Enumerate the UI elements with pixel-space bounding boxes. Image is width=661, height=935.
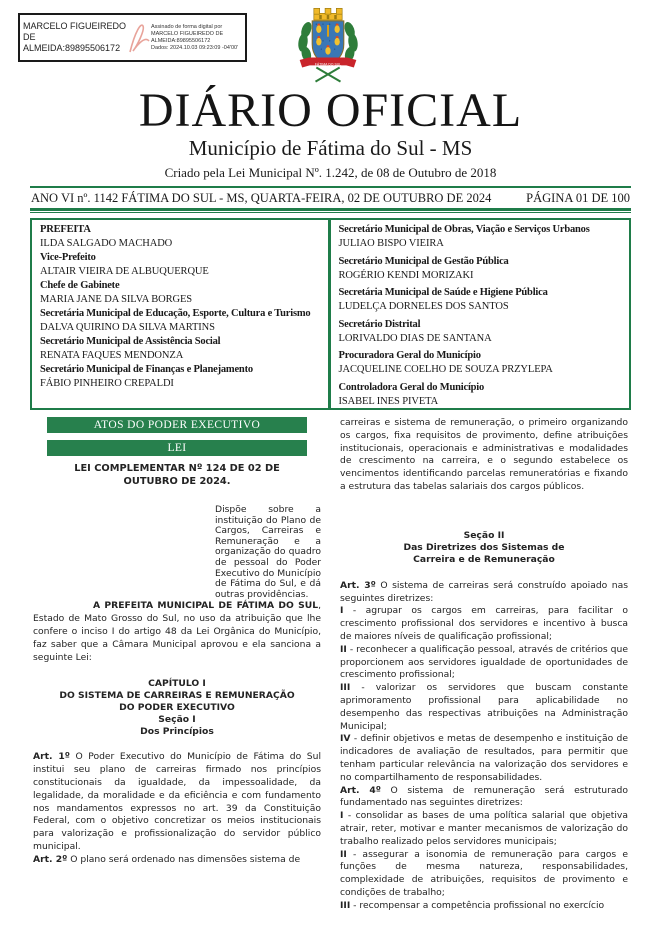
signature-details (151, 24, 242, 52)
header-divider (30, 208, 631, 213)
official-entry (40, 223, 322, 251)
section-2-heading (382, 530, 586, 566)
official-title: Secretário Municipal de Assistência Social (40, 336, 221, 347)
chapter-line4: Dos Princípios (140, 726, 214, 738)
law-preamble (33, 600, 321, 664)
official-title: Vice-Prefeito (40, 252, 96, 263)
official-title: Procuradora Geral do Município (338, 350, 481, 361)
law-title: LEI COMPLEMENTAR Nº 124 DE 02 DE OUTUBRO DE 2024. (74, 463, 280, 487)
official-name: ROGÉRIO KENDI MORIZAKI (338, 269, 474, 281)
article-1-text: O Poder Executivo do Município de Fátima do Sul institui seu plano de carreiras firmado nos princípios constitucionais da igualdade, da impessoalidade, da legalidade, da moralidade e da eficiência e com fundamento nos mandamentos expressos no art. 39 da Constituição Federal, com o objetivo concretizar os meios institucionais para valorização e profissionalização do servidor público municipal. (33, 751, 321, 852)
official-entry (40, 363, 322, 391)
official-entry (339, 286, 624, 314)
article-3-item-1 (340, 605, 628, 643)
item-label: II (340, 848, 347, 860)
gazette-subtitle: Município de Fátima do Sul - MS (188, 136, 473, 160)
section-bar-atos: ATOS DO PODER EXECUTIVO (47, 417, 307, 433)
article-4-text: O sistema de remuneração será estruturado fundamentado nas seguintes diretrizes: (340, 784, 628, 809)
article-4-item-1 (340, 810, 628, 848)
official-entry (40, 335, 322, 363)
chapter-heading (51, 678, 303, 738)
digital-signature-box (18, 13, 247, 62)
official-name: ISABEL INES PIVETA (338, 395, 439, 407)
article-1-label: Art. 1º (33, 751, 70, 763)
official-name: LORIVALDO DIAS DE SANTANA (338, 332, 492, 344)
article-2-text: O plano será ordenado nas dimensões sistema de (67, 853, 301, 865)
law-ementa: Dispõe sobre a instituição do Plano de Cargos, Carreiras e Remuneração e a organização do quadro de pessoal do Poder Executivo do Município de Fátima do Sul, e dá outras providências. (215, 504, 321, 600)
content-columns (33, 417, 628, 913)
crest-ribbon-text: FÁTIMA DO SUL (314, 62, 342, 67)
page-info: PÁGINA 01 DE 100 (526, 191, 630, 205)
signature-details-line3: ALMEIDA:89895506172 (151, 37, 211, 44)
official-entry (40, 279, 322, 307)
official-title: Secretário Distrital (338, 318, 421, 330)
chapter-line2: DO SISTEMA DE CARREIRAS E REMUNERAÇÃO DO PODER EXECUTIVO (59, 690, 295, 714)
official-name: FÁBIO PINHEIRO CREPALDI (40, 378, 174, 389)
official-name: LUDELÇA DORNELES DOS SANTOS (338, 301, 509, 312)
item-text: - agrupar os cargos em carreiras, para facilitar o crescimento profissional dos servidores e incentivo à busca de maiores níveis de qualificação profissional; (340, 605, 628, 642)
article-3-text: O sistema de carreiras será construído apoiado nas seguintes diretrizes: (340, 579, 629, 604)
article-2-label: Art. 2º (33, 853, 68, 865)
article-3 (340, 580, 628, 606)
item-label: III (340, 682, 351, 694)
officials-box (30, 218, 631, 410)
item-text: - consolidar as bases de uma política salarial que objetiva atrair, reter, motivar e manter mecanismos de valorização do trabalho realizado pelos servidores municipais; (340, 810, 628, 847)
edition-info: ANO VI nº. 1142 FÁTIMA DO SUL - MS, QUARTA-FEIRA, 02 DE OUTUBRO DE 2024 (31, 191, 492, 205)
gazette-creation-law: Criado pela Lei Municipal Nº. 1.242, de 08 de Outubro de 2018 (164, 165, 497, 180)
chapter-line1: CAPÍTULO I (148, 678, 206, 690)
official-entry (339, 255, 624, 283)
official-entry (339, 318, 624, 346)
official-name: DALVA QUIRINO DA SILVA MARTINS (40, 322, 215, 333)
official-title: Secretária Municipal de Saúde e Higiene Pública (338, 287, 548, 298)
signature-name-line2: ALMEIDA:89895506172 (23, 43, 121, 53)
item-text: - assegurar a isonomia de remuneração para cargos e funções de mesma natureza, responsabilidades, complexidade de atribuições, requisitos de provimento e condições de trabalho; (340, 848, 628, 898)
signature-flourish-icon (128, 20, 150, 56)
item-label: II (340, 643, 347, 655)
right-column (340, 417, 628, 913)
item-text: - reconhecer a qualificação pessoal, através de critérios que proporcionem aos servidores igualdade de oportunidades de crescimento profissional; (340, 643, 628, 681)
article-1 (33, 751, 321, 853)
official-name: JULIAO BISPO VIEIRA (338, 238, 444, 249)
official-title: Secretária Municipal de Educação, Esporte, Cultura e Turismo (40, 308, 311, 319)
item-text: - valorizar os servidores que buscam constante aprimoramento profissional para aplicabilidade no desempenho das respectivas atribuições na Administração Municipal; (340, 682, 628, 732)
signature-details-line1: Assinado de forma digital por (151, 23, 223, 30)
official-entry (339, 223, 624, 251)
official-entry (40, 307, 322, 335)
official-name: JACQUELINE COELHO DE SOUZA PRZYLEPA (338, 364, 553, 375)
item-label: IV (340, 733, 351, 745)
official-name: MARIA JANE DA SILVA BORGES (40, 294, 193, 305)
official-entry (339, 349, 624, 377)
signature-details-line2: MARCELO FIGUEIREDO DE (151, 30, 224, 37)
article-4-label: Art. 4º (340, 784, 381, 796)
signature-name (23, 21, 127, 54)
item-label: I (340, 605, 344, 617)
official-title: Secretário Municipal de Gestão Pública (338, 255, 509, 267)
signature-name-line1: MARCELO FIGUEIREDO DE (23, 21, 127, 42)
article-4-item-2 (340, 849, 628, 900)
article-3-item-3 (340, 682, 628, 733)
preamble-text: , Estado de Mato Grosso do Sul, no uso da atribuição que lhe confere o inciso I do artigo 48 da Lei Orgânica do Município, faz saber que a Câmara Municipal aprovou e ela sanciona a seguinte Lei: (33, 600, 321, 663)
official-title: PREFEITA (40, 224, 91, 235)
officials-right-column (331, 220, 630, 408)
official-entry (339, 381, 624, 409)
gazette-title: DIÁRIO OFICIAL (138, 84, 523, 137)
article-3-item-4 (340, 733, 628, 784)
official-name: RENATA FAQUES MENDONZA (40, 350, 184, 361)
official-entry (40, 251, 322, 279)
official-title: Secretário Municipal de Finanças e Planejamento (40, 364, 253, 375)
official-title: Chefe de Gabinete (40, 280, 120, 291)
edition-info-row (31, 188, 630, 208)
official-name: ILDA SALGADO MACHADO (40, 238, 173, 249)
item-text: - definir objetivos e metas de desempenho e instituição de indicadores de avaliação de resultados, para permitir que tenham particular relevância na valorização dos servidores e no compartilhamento de responsabilidades. (340, 733, 628, 783)
section-2-line2: Das Diretrizes dos Sistemas de Carreira e de Remuneração (403, 541, 565, 565)
article-4 (340, 785, 628, 811)
official-name: ALTAIR VIEIRA DE ALBUQUERQUE (40, 266, 209, 277)
item-label: I (340, 810, 344, 822)
official-title: Secretário Municipal de Obras, Viação e Serviços Urbanos (338, 224, 590, 235)
coat-of-arms-icon (284, 5, 372, 85)
article-3-item-2 (340, 644, 628, 682)
official-title: Controladora Geral do Município (338, 381, 485, 393)
item-label: III (340, 899, 351, 911)
item-text: - recompensar a competência profissional no exercício (350, 899, 605, 911)
article-3-label: Art. 3º (340, 579, 376, 591)
article-2-continuation: carreiras e sistema de remuneração, o primeiro organizando os cargos, fixa requisitos de provimento, define atribuições institucionais, operacionais e administrativas e modalidades de crescimento na carreira, e o segundo estabelece os vencimentos identificando parcelas remuneratórias e fixando a estrutura das tabelas salariais dos cargos públicos. (340, 417, 628, 492)
officials-left-column (32, 220, 331, 408)
preamble-lead: A PREFEITA MUNICIPAL DE FÁTIMA DO SUL (93, 600, 319, 612)
article-2 (33, 854, 321, 867)
article-4-item-3 (340, 900, 628, 913)
chapter-line3: Seção I (158, 714, 196, 726)
section-bar-lei: LEI (47, 440, 307, 456)
left-column (33, 417, 321, 913)
section-2-line1: Seção II (463, 529, 505, 541)
signature-details-line4: Dados: 2024.10.03 09:23:09 -04'00' (151, 44, 239, 51)
